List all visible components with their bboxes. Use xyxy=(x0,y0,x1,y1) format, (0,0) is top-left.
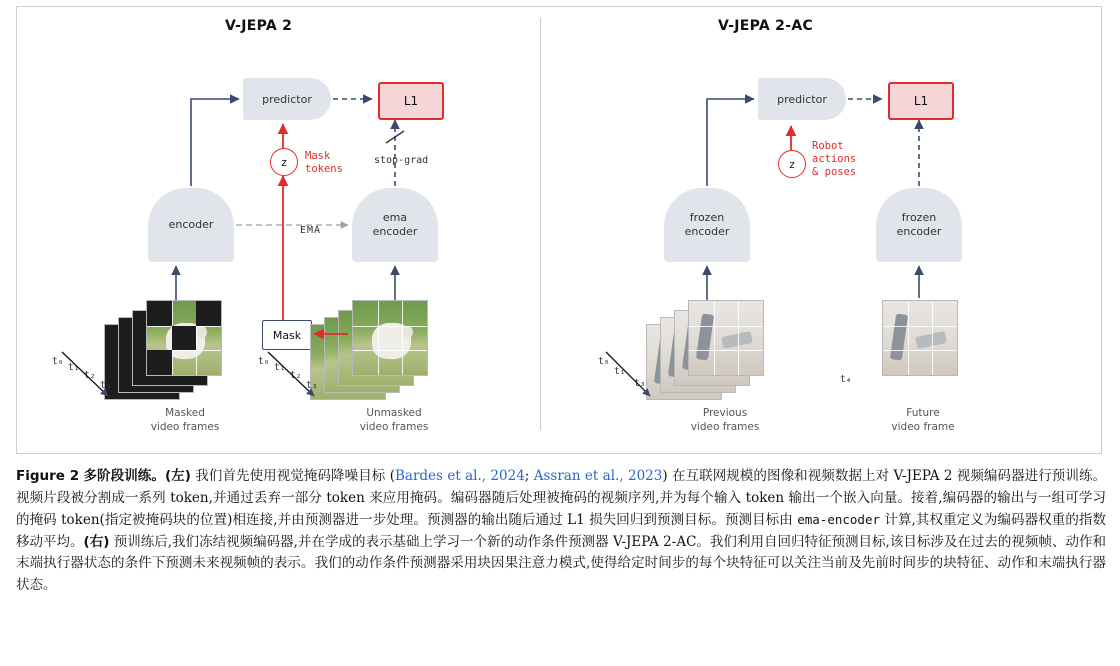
citation-assran[interactable]: Assran et al., 2023 xyxy=(533,468,663,484)
left-encoder-block: encoder xyxy=(148,188,234,262)
future-frame-caption-line2: video frame xyxy=(891,421,955,434)
previous-frames-caption-line2: video frames xyxy=(690,421,760,434)
left-predictor-block: predictor xyxy=(243,78,331,120)
right-z-note-line1: Robot xyxy=(812,140,844,152)
left-timestep-t3: t₃ xyxy=(100,380,112,391)
ema-arrow-label: EMA xyxy=(300,225,322,236)
frozen-encoder-right-line1: frozen xyxy=(901,211,937,225)
citation-bardes[interactable]: Bardes et al., 2024 xyxy=(394,468,525,484)
left-timestep-t2: t₂ xyxy=(84,370,96,381)
masked-stack-caption xyxy=(125,406,245,434)
caption-right-marker: (右) xyxy=(83,533,110,550)
caption-left-marker: (左) xyxy=(164,468,191,484)
figure-caption xyxy=(16,466,1106,597)
stop-grad-label: stop-grad xyxy=(374,155,429,166)
frozen-encoder-left-line2: encoder xyxy=(684,225,730,238)
previous-video-stack xyxy=(646,296,776,401)
unmasked-stack-caption-line2: video frames xyxy=(359,421,429,434)
unmasked-video-stack xyxy=(310,296,440,401)
ema-encoder-label-line1: ema xyxy=(382,211,408,225)
right-predictor-block: predictor xyxy=(758,78,846,120)
panel-title-right: V-JEPA 2-AC xyxy=(718,18,814,34)
unmasked-stack-caption xyxy=(330,406,458,434)
previous-frames-caption xyxy=(664,406,786,434)
left-timestep-t0: t₀ xyxy=(52,356,64,367)
mask-box: Mask xyxy=(262,320,312,350)
masked-stack-caption-line1: Masked xyxy=(165,407,205,419)
ema-encoder-label-line2: encoder xyxy=(372,225,418,238)
right-timestep-t1: t₁ xyxy=(274,362,286,373)
right-l1-box: L1 xyxy=(888,82,954,120)
caption-title: 多阶段训练。 xyxy=(83,468,165,484)
right-panel-timestep-t0: t₀ xyxy=(598,356,610,367)
caption-text-1: 我们首先使用视觉掩码降噪目标 ( xyxy=(190,468,395,484)
unmasked-stack-caption-line1: Unmasked xyxy=(366,407,422,419)
masked-video-stack xyxy=(104,296,234,401)
right-frozen-encoder-left xyxy=(664,188,750,262)
caption-mono-ema-encoder: ema-encoder xyxy=(797,511,881,527)
right-panel-timestep-t3: t₃ xyxy=(634,378,646,389)
left-l1-box: L1 xyxy=(378,82,444,120)
left-z-node: z xyxy=(270,148,298,176)
future-frame-caption-line1: Future xyxy=(906,407,940,419)
right-frozen-encoder-right xyxy=(876,188,962,262)
caption-text-4: 预训练后,我们冻结视频编码器,并在学成的表示基础上学习一个新的动作条件预测器 V-JEPA 2-AC。我们利用自回归特征预测目标,该目标涉及在过去的视频帧、动作和末端执行器状态的条件下预测未来视频帧的表示。我们的动作条件预测器采用块因果注意力模式,使得给定时间步的每个块特征可以关注当前及先前时间步的块特征、动作和末端执行器状态。 xyxy=(16,533,1106,594)
caption-text-2: ) 在互联网规模的图像和视频数据上对 V-JEPA 2 视频编码器进行预训练。视频片段被分割成一系列 token,并通过丢弃一部分 token 来应用掩码。编码器随后处理被掩码的视频序列,并为每个输入 token 输出一个嵌入向量。接着,编码器的输出与一组可学习的掩码 token(指定被掩码块的位置)相连接,并由预测器进一步处理。预测器的输出随后通过 L1 损失回归到预测目标。预测目标由 xyxy=(16,468,1107,528)
left-ema-encoder-block xyxy=(352,188,438,262)
previous-frames-caption-line1: Previous xyxy=(702,407,748,419)
panel-divider xyxy=(540,18,541,430)
right-panel-timestep-t1: t₁ xyxy=(614,366,626,377)
right-z-note xyxy=(812,140,856,179)
future-video-frame xyxy=(882,300,962,380)
right-timestep-t3: t₃ xyxy=(306,380,318,391)
right-timestep-t2: t₂ xyxy=(290,370,302,381)
right-z-note-line2: actions xyxy=(812,153,857,166)
left-timestep-t1: t₁ xyxy=(68,362,80,373)
right-z-node: z xyxy=(778,150,806,178)
caption-sep-1: ; xyxy=(524,468,534,484)
left-z-note-line2: tokens xyxy=(305,163,343,176)
left-z-note-line1: Mask xyxy=(305,150,331,162)
frozen-encoder-left-line1: frozen xyxy=(689,211,725,225)
caption-figure-number: Figure 2 xyxy=(16,468,80,484)
future-frame-caption xyxy=(862,406,984,434)
panel-title-left: V-JEPA 2 xyxy=(225,18,293,34)
right-z-note-line3: & poses xyxy=(812,166,857,179)
masked-stack-caption-line2: video frames xyxy=(150,421,220,434)
right-panel-timestep-t4: t₄ xyxy=(840,374,852,385)
right-timestep-t0: t₀ xyxy=(258,356,270,367)
left-z-note xyxy=(305,150,343,176)
frozen-encoder-right-line2: encoder xyxy=(896,225,942,238)
caption-text-3: 计算,其权重定义为编码器权重的指数移动平均。 xyxy=(16,511,1106,550)
